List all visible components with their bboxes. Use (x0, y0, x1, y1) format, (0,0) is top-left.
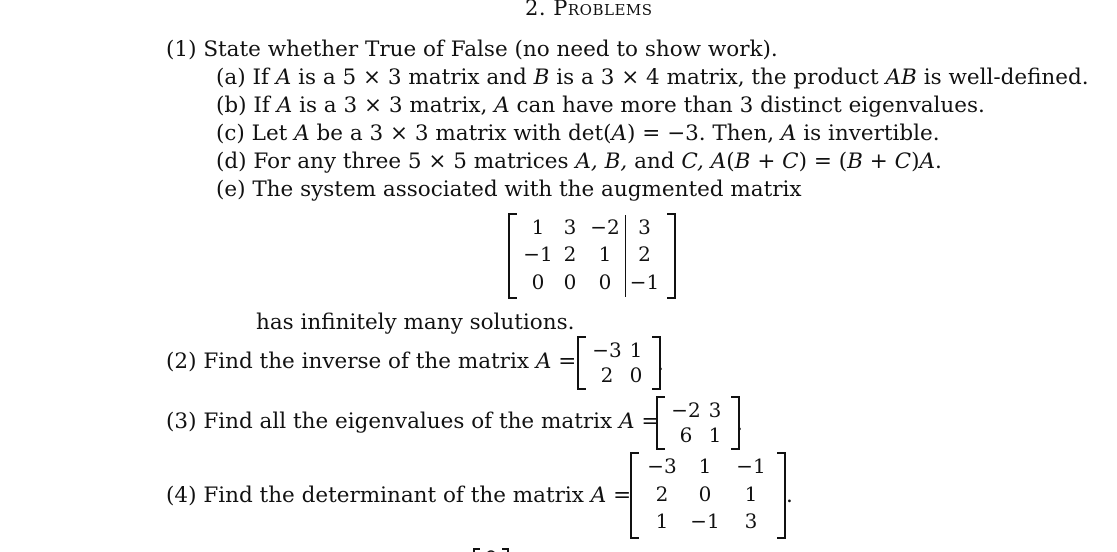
matrix-cell: 1 (744, 481, 758, 506)
math-var: B (734, 149, 751, 174)
matrix-cell: 1 (531, 215, 545, 239)
math-var: A (535, 349, 552, 374)
matrix-cell: 1 (708, 423, 722, 447)
text-segment: Let (251, 121, 288, 146)
text-segment: can have more than 3 distinct eigenvalues. (516, 93, 985, 118)
problem-2-period (657, 350, 664, 378)
math-var: A (294, 121, 310, 146)
section-title: Problems (553, 0, 653, 20)
text-segment: + (757, 149, 776, 174)
problem-4-matrix (630, 452, 786, 539)
matrix-cell: 6 (679, 423, 693, 447)
text-segment: be a 3 × 3 matrix with det( (316, 121, 612, 146)
text-segment: is a 3 × 3 matrix, (299, 93, 488, 118)
math-var: C (894, 149, 912, 174)
problem-2-matrix (577, 336, 661, 390)
text-segment: is a 3 × 4 matrix, the product (556, 65, 879, 90)
matrix-cell: −2 (671, 398, 701, 422)
matrix-grid (517, 213, 667, 299)
math-var: C (782, 149, 799, 174)
item-label: (a) (216, 65, 246, 90)
text-segment: . (657, 351, 664, 376)
text-segment: . (934, 149, 942, 174)
math-var: A (590, 483, 607, 508)
problem-1a (216, 64, 1089, 92)
matrix-cell: −3 (647, 454, 677, 478)
problem-2-label: (2) (166, 349, 197, 374)
text-segment: For any three 5 × 5 matrices (253, 149, 569, 174)
math-var: A, B, (575, 149, 628, 174)
text-segment: is a 5 × 3 matrix and (298, 65, 527, 90)
item-label: (c) (216, 121, 245, 146)
matrix-cell: 3 (708, 398, 722, 422)
text-segment: Find the inverse of the matrix (203, 349, 529, 374)
math-var: A (618, 409, 635, 434)
text-segment: . (736, 411, 743, 436)
matrix-cell: 3 (625, 215, 663, 242)
math-var: A (611, 121, 627, 146)
problem-1b (216, 92, 985, 120)
equals-sign: = (558, 349, 577, 374)
matrix-cell: 1 (698, 454, 712, 478)
text-segment: is invertible. (803, 121, 940, 146)
problem-2 (166, 348, 576, 376)
left-bracket (508, 213, 517, 299)
matrix-cell: 0 (629, 363, 643, 387)
matrix-cell: 1 (598, 242, 612, 267)
matrix-cell: 2 (625, 242, 663, 269)
problem-1e-after (256, 309, 574, 337)
equals-sign: = (641, 409, 660, 434)
equals-sign: = (613, 483, 632, 508)
left-bracket (577, 336, 586, 390)
item-label: (e) (216, 177, 246, 202)
matrix-cell: −3 (592, 338, 622, 362)
matrix-cell: 0 (598, 269, 612, 294)
matrix-grid (665, 396, 731, 450)
augmented-matrix (508, 213, 676, 299)
left-bracket (656, 396, 665, 450)
text-segment: ) = ( (798, 149, 848, 174)
text-segment: ) = −3. Then, (627, 121, 775, 146)
math-var: A (919, 149, 935, 174)
problem-4 (166, 482, 631, 510)
matrix-cell: −1 (736, 454, 766, 478)
math-var: A (494, 93, 510, 118)
matrix-cell: 0 (531, 269, 545, 294)
problem-3-label: (3) (166, 409, 197, 434)
matrix-cell: 1 (629, 338, 643, 362)
problem-1-intro (166, 36, 778, 64)
text-segment: If (252, 65, 269, 90)
matrix-cell: 2 (600, 363, 614, 387)
matrix-cell: −1 (625, 270, 663, 297)
matrix-cell: −1 (690, 509, 720, 534)
text-segment: . (786, 483, 793, 508)
section-heading (525, 0, 653, 20)
problem-1-text: State whether True of False (no need to show work). (203, 37, 778, 62)
math-var: A (275, 65, 292, 90)
problem-1c (216, 120, 940, 148)
matrix-cell: 2 (655, 481, 669, 506)
matrix-cell: 0 (563, 269, 577, 294)
matrix-grid (586, 336, 652, 390)
text-segment: and (634, 149, 675, 174)
matrix-cell: 3 (744, 509, 758, 534)
right-bracket (777, 452, 786, 539)
problem-4-period (786, 482, 793, 510)
item-label: (d) (216, 149, 247, 174)
text-segment: The system associated with the augmented matrix (252, 177, 802, 202)
text-segment: Find all the eigenvalues of the matrix (203, 409, 613, 434)
problem-1e (216, 176, 802, 204)
matrix-cell: −1 (523, 242, 553, 267)
problem-1d (216, 148, 942, 176)
text-segment: is well-defined. (923, 65, 1089, 90)
math-var: B (847, 149, 863, 174)
math-var: B (533, 65, 550, 90)
math-var: C, A (681, 149, 727, 174)
cutoff-fragment (470, 542, 512, 552)
matrix-grid (639, 452, 777, 539)
text-segment: has infinitely many solutions. (256, 310, 575, 335)
problem-3-matrix (656, 396, 740, 450)
problem-4-label: (4) (166, 483, 197, 508)
matrix-cell: 3 (563, 215, 577, 239)
matrix-cell: −2 (590, 215, 620, 239)
text-segment: ) (911, 149, 920, 174)
text-segment: Find the determinant of the matrix (203, 483, 584, 508)
matrix-cell: 2 (563, 242, 577, 267)
matrix-cell: 0 (698, 481, 712, 506)
math-var: A (276, 93, 293, 118)
matrix-cell: 1 (655, 509, 669, 534)
cutoff-bracket-shape (470, 547, 512, 552)
text-segment: ( (726, 149, 735, 174)
section-number: 2. (525, 0, 547, 20)
math-var: AB (885, 65, 917, 90)
problem-3-period (736, 410, 743, 438)
math-var: A (780, 121, 797, 146)
left-bracket (630, 452, 639, 539)
text-segment: If (253, 93, 270, 118)
text-segment: + (869, 149, 888, 174)
problem-1-label: (1) (166, 37, 197, 62)
item-label: (b) (216, 93, 247, 118)
problem-3 (166, 408, 659, 436)
right-bracket (667, 213, 676, 299)
